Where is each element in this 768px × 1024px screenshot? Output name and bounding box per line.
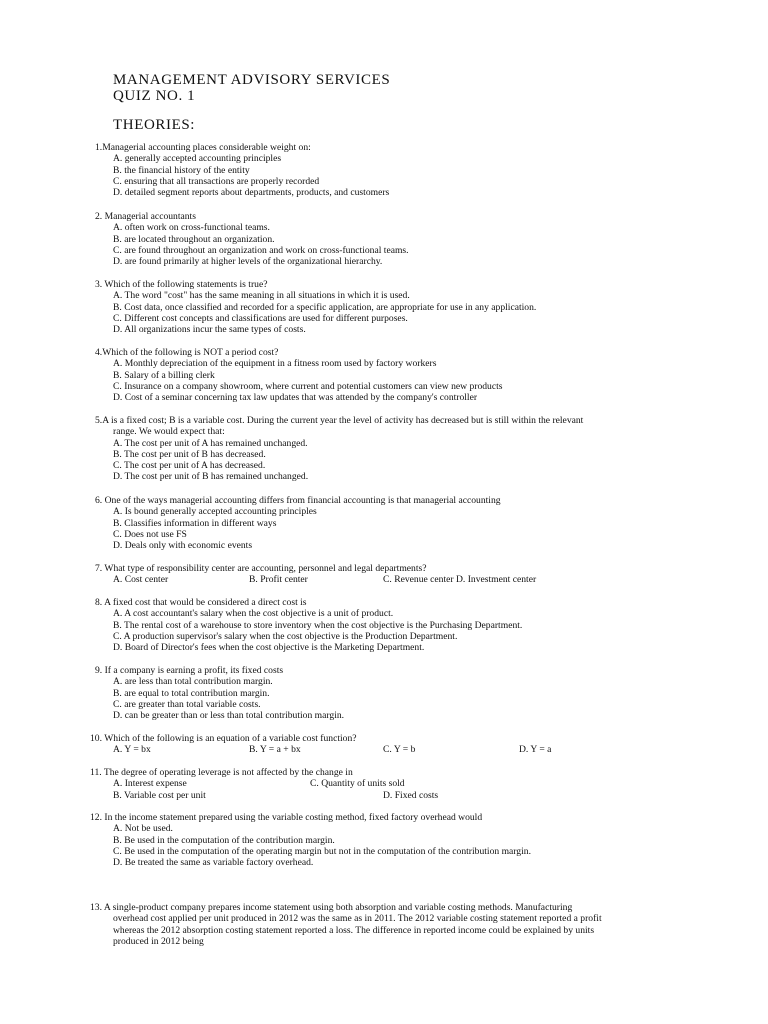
question-9 [95,665,344,721]
option-a: A. often work on cross-functional teams. [113,222,270,234]
options-row [113,789,439,801]
question-stem: 2. Managerial accountants [95,211,196,222]
question-stem: 9. If a company is earning a profit, its fixed costs [95,665,284,676]
question-10 [90,733,552,756]
question-stem: 6. One of the ways managerial accounting differs from financial accounting is that managerial accounting [95,495,501,506]
option-a: A. are less than total contribution margin. [113,676,273,688]
option-b: B. The cost per unit of B has decreased. [113,448,266,460]
option-b: B. are located throughout an organization. [113,233,275,245]
option-c: C. Y = b [383,744,416,756]
options-row [113,744,552,756]
question-12 [90,812,531,868]
option-c-d: C. Revenue center D. Investment center [383,574,537,586]
option-c: C. Does not use FS [113,528,187,540]
option-b: B. are equal to total contribution margin. [113,687,270,699]
option-c: C. are found throughout an organization and work on cross-functional teams. [113,244,409,256]
question-stem: 3. Which of the following statements is true? [95,279,268,290]
question-7 [95,563,537,586]
section-heading: THEORIES: [113,117,196,133]
question-stem: 10. Which of the following is an equation of a variable cost function? [90,733,357,744]
option-b: B. Variable cost per unit [113,789,206,801]
option-d: D. Be treated the same as variable factory overhead. [113,857,314,868]
quiz-number: QUIZ NO. 1 [113,88,196,104]
question-stem-continued: overhead cost applied per unit produced in 2012 was the same as in 2011. The 2012 variable costing statement reported a profit [113,913,602,925]
option-a: A. Interest expense [113,778,187,790]
option-c: C. Quantity of units sold [310,778,405,790]
question-11 [90,767,439,801]
question-3 [95,279,536,335]
option-b: B. Classifies information in different ways [113,517,277,529]
option-a: A. Is bound generally accepted accounting principles [113,506,317,518]
option-c: C. Be used in the computation of the operating margin but not in the computation of the contribution margin. [113,845,531,857]
question-13 [90,902,602,947]
question-2 [95,211,409,267]
option-d: D. are found primarily at higher levels of the organizational hierarchy. [113,256,383,267]
option-c: C. Different cost concepts and classifications are used for different purposes. [113,312,408,324]
option-b: B. Be used in the computation of the contribution margin. [113,834,335,846]
option-a: A. Not be used. [113,823,173,835]
option-b: B. Cost data, once classified and recorded for a specific application, are appropriate for use in any application. [113,301,537,313]
question-stem-continued: produced in 2012 being [113,935,204,947]
question-stem: 7. What type of responsibility center are accounting, personnel and legal departments? [95,563,427,574]
option-a: A. Monthly depreciation of the equipment in a fitness room used by factory workers [113,358,437,370]
question-6 [95,495,501,551]
question-stem-continued: whereas the 2012 absorption costing statement reported a loss. The difference in reported income could be explained by units [113,924,595,936]
option-d: D. Board of Director's fees when the cost objective is the Marketing Department. [113,642,425,653]
question-1 [95,142,389,198]
option-d: D. can be greater than or less than total contribution margin. [113,710,345,721]
question-stem-continued: range. We would expect that: [113,426,225,438]
question-stem: 11. The degree of operating leverage is not affected by the change in [90,767,353,778]
question-stem: 8. A fixed cost that would be considered a direct cost is [95,597,307,608]
question-stem: 1.Managerial accounting places considerable weight on: [95,142,311,153]
option-b: B. Profit center [249,574,308,586]
option-d: D. Deals only with economic events [113,540,253,551]
question-stem: 12. In the income statement prepared using the variable costing method, fixed factory overhead would [90,812,483,823]
question-4 [95,347,503,403]
option-b: B. Y = a + bx [249,744,301,756]
option-d: D. Cost of a seminar concerning tax law updates that was attended by the company's controller [113,392,478,403]
option-b: B. Salary of a billing clerk [113,369,215,381]
question-8 [95,597,522,653]
option-c: C. are greater than total variable costs. [113,698,261,710]
option-a: A. Y = bx [113,744,151,756]
question-5 [95,415,583,483]
option-c: C. The cost per unit of A has decreased. [113,460,266,471]
question-stem: 5.A is a fixed cost; B is a variable cost. During the current year the level of activity has decreased but is still within the relevant [95,415,584,426]
question-stem: 13. A single-product company prepares income statement using both absorption and variable costing methods. Manufacturing [90,902,573,913]
option-c: C. Insurance on a company showroom, where current and potential customers can view new products [113,380,503,392]
option-a: A. generally accepted accounting principles [113,153,282,165]
option-d: D. All organizations incur the same types of costs. [113,324,306,335]
option-d: D. The cost per unit of B has remained unchanged. [113,471,309,483]
document-title: MANAGEMENT ADVISORY SERVICES [113,72,391,88]
option-a: A. The word "cost" has the same meaning in all situations in which it is used. [113,290,410,302]
option-b: B. the financial history of the entity [113,164,250,176]
option-d: D. Fixed costs [383,789,439,801]
option-a: A. The cost per unit of A has remained unchanged. [113,437,308,449]
option-a: A. Cost center [113,574,169,586]
option-c: C. ensuring that all transactions are properly recorded [113,175,320,187]
option-d: D. Y = a [519,744,552,756]
option-b: B. The rental cost of a warehouse to store inventory when the cost objective is the Purchasing Department. [113,619,523,631]
question-stem: 4.Which of the following is NOT a period cost? [95,347,279,358]
options-row [113,574,537,586]
option-c: C. A production supervisor's salary when the cost objective is the Production Department. [113,630,458,642]
option-a: A. A cost accountant's salary when the cost objective is a unit of product. [113,608,394,620]
option-d: D. detailed segment reports about departments, products, and customers [113,187,390,198]
options-row [113,778,405,790]
